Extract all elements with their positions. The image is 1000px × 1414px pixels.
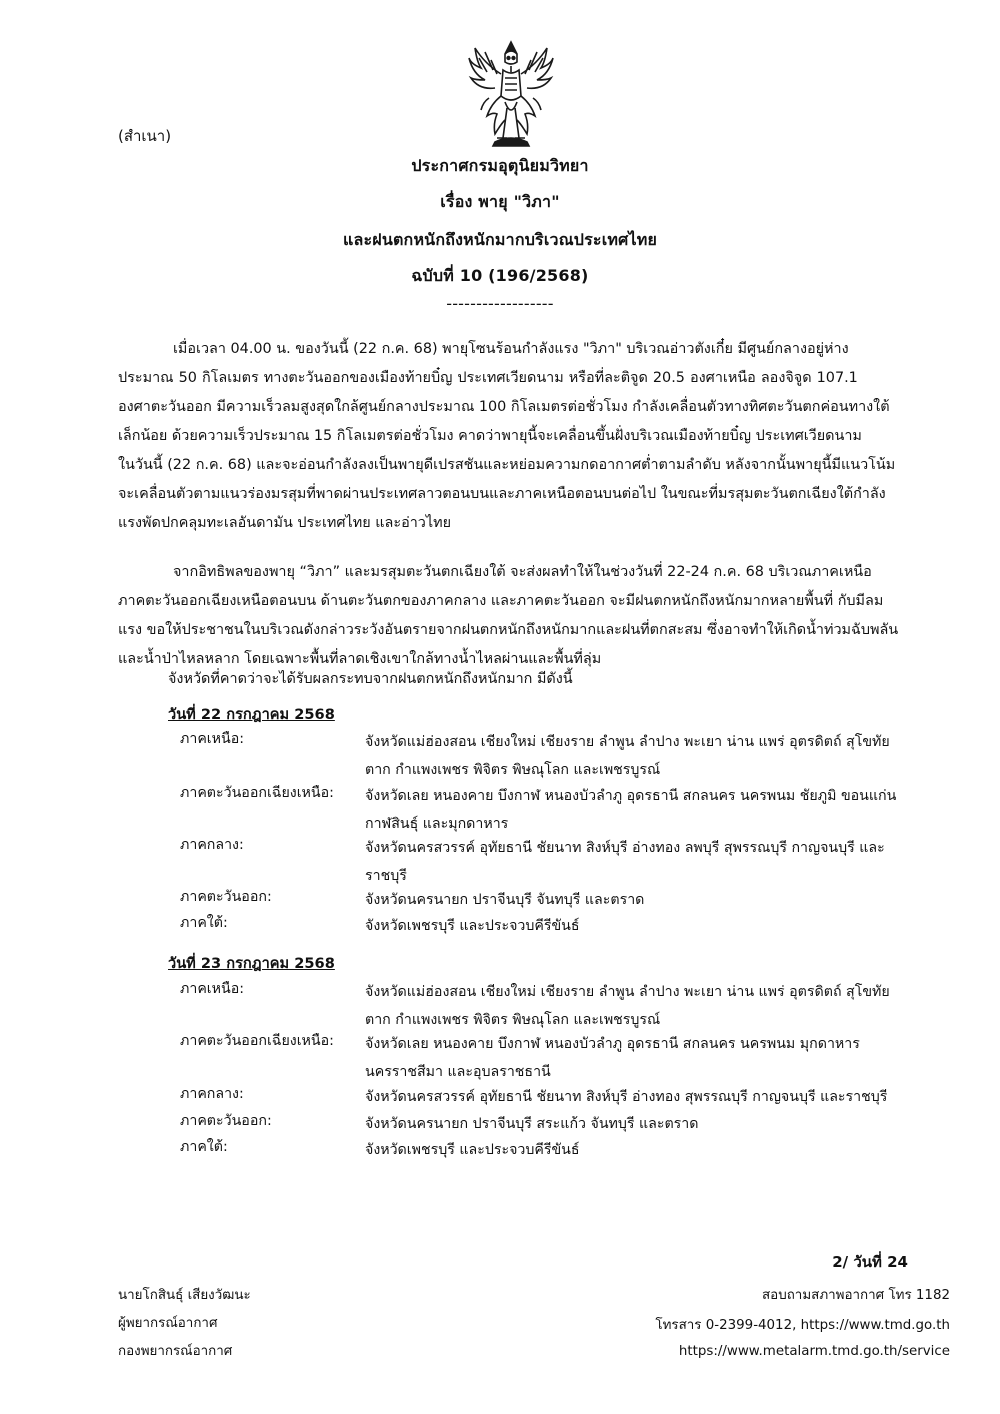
paragraph-line: เล็กน้อย ด้วยความเร็วประมาณ 15 กิโลเมตรต่อชั่วโมง คาดว่าพายุนี้จะเคลื่อนขึ้นฝั่งบริเวณเมืองท้ายบิ๋ญ ประเทศเวียดนาม xyxy=(118,428,862,444)
region-provinces: จังหวัดนครนายก ปราจีนบุรี สระแก้ว จันทบุรี และตราด xyxy=(365,1116,699,1132)
region-name: ภาคเหนือ: xyxy=(180,981,245,997)
region-provinces: จังหวัดเลย หนองคาย บึงกาฬ หนองบัวลำภู อุดรธานี สกลนคร นครพนม ชัยภูมิ ขอนแก่น กาฬสินธุ์ และมุกดาหาร xyxy=(365,788,897,832)
paragraph-line: จะเคลื่อนตัวตามแนวร่องมรสุมที่พาดผ่านประเทศลาวตอนบนและภาคเหนือตอนบนต่อไป ในขณะที่มรสุมตะวันตกเฉียงใต้กำลัง xyxy=(118,486,886,502)
title-divider: ------------------ xyxy=(446,294,554,313)
region-name: ภาคใต้: xyxy=(180,915,228,931)
contact-fax-website[interactable]: โทรสาร 0-2399-4012, https://www.tmd.go.th xyxy=(655,1318,950,1333)
next-page-marker: 2/ วันที่ 24 xyxy=(832,1253,908,1271)
province-list-intro: จังหวัดที่คาดว่าจะได้รับผลกระทบจากฝนตกหนักถึงหนักมาก มีดังนี้ xyxy=(168,671,573,687)
agency-title: ประกาศกรมอุตุนิยมวิทยา xyxy=(411,156,589,175)
region-provinces: จังหวัดนครนายก ปราจีนบุรี จันทบุรี และตราด xyxy=(365,892,645,908)
region-provinces: จังหวัดเพชรบุรี และประจวบคีรีขันธ์ xyxy=(365,1142,580,1158)
paragraph-line: องศาตะวันออก มีความเร็วลมสูงสุดใกล้ศูนย์กลางประมาณ 100 กิโลเมตรต่อชั่วโมง กำลังเคลื่อนตัวทางทิศตะวันตกค่อนทางใต้ xyxy=(118,399,890,415)
region-name: ภาคกลาง: xyxy=(180,837,244,853)
garuda-emblem-icon xyxy=(465,38,557,148)
region-name: ภาคกลาง: xyxy=(180,1086,244,1102)
region-provinces: จังหวัดนครสวรรค์ อุทัยธานี ชัยนาท สิงห์บุรี อ่างทอง สุพรรณบุรี กาญจนบุรี และราชบุรี xyxy=(365,1089,888,1105)
subject-line: เรื่อง พายุ "วิภา" xyxy=(440,192,560,211)
region-name: ภาคตะวันออก: xyxy=(180,889,272,905)
paragraph-line: เมื่อเวลา 04.00 น. ของวันนี้ (22 ก.ค. 68) พายุโซนร้อนกำลังแรง "วิภา" บริเวณอ่าวตังเกี๋ย มีศูนย์กลางอยู่ห่าง xyxy=(173,341,849,357)
region-name: ภาคตะวันออกเฉียงเหนือ: xyxy=(180,1033,334,1049)
subject-line-2: และฝนตกหนักถึงหนักมากบริเวณประเทศไทย xyxy=(342,230,658,249)
paragraph-line: จากอิทธิพลของพายุ “วิภา” และมรสุมตะวันตกเฉียงใต้ จะส่งผลทำให้ในช่วงวันที่ 22-24 ก.ค. 68 บริเวณภาคเหนือ xyxy=(173,564,872,580)
issue-number: ฉบับที่ 10 (196/2568) xyxy=(411,266,589,285)
region-provinces: จังหวัดแม่ฮ่องสอน เชียงใหม่ เชียงราย ลำพูน ลำปาง พะเยา น่าน แพร่ อุตรดิตถ์ สุโขทัย ตาก กำแพงเพชร พิจิตร พิษณุโลก และเพชรบูรณ์ xyxy=(365,734,890,778)
contact-alarm-url[interactable]: https://www.metalarm.tmd.go.th/service xyxy=(678,1344,950,1359)
paragraph-line: แรง ขอให้ประชาชนในบริเวณดังกล่าวระวังอันตรายจากฝนตกหนักถึงหนักมากและฝนที่ตกสะสม ซึ่งอาจทำให้เกิดน้ำท่วมฉับพลัน xyxy=(118,622,899,638)
signer-role: ผู้พยากรณ์อากาศ xyxy=(118,1316,218,1331)
paragraph-line: และน้ำป่าไหลหลาก โดยเฉพาะพื้นที่ลาดเชิงเขาใกล้ทางน้ำไหลผ่านและพื้นที่ลุ่ม xyxy=(118,651,602,667)
contact-phone: สอบถามสภาพอากาศ โทร 1182 xyxy=(761,1288,950,1303)
region-provinces: จังหวัดนครสวรรค์ อุทัยธานี ชัยนาท สิงห์บุรี อ่างทอง ลพบุรี สุพรรณบุรี กาญจนบุรี และราชบุรี xyxy=(365,840,885,884)
signer-name: นายโกสินธุ์ เสียงวัฒนะ xyxy=(118,1288,251,1303)
region-provinces: จังหวัดเลย หนองคาย บึงกาฬ หนองบัวลำภู อุดรธานี สกลนคร นครพนม มุกดาหาร นครราชสีมา และอุบลราชธานี xyxy=(365,1036,860,1080)
copy-mark: (สำเนา) xyxy=(118,127,172,145)
region-provinces: จังหวัดแม่ฮ่องสอน เชียงใหม่ เชียงราย ลำพูน ลำปาง พะเยา น่าน แพร่ อุตรดิตถ์ สุโขทัย ตาก กำแพงเพชร พิจิตร พิษณุโลก และเพชรบูรณ์ xyxy=(365,984,890,1028)
date-heading: วันที่ 22 กรกฎาคม 2568 xyxy=(168,706,335,723)
region-name: ภาคใต้: xyxy=(180,1139,228,1155)
signer-division: กองพยากรณ์อากาศ xyxy=(118,1344,233,1359)
paragraph-line: ภาคตะวันออกเฉียงเหนือตอนบน ด้านตะวันตกของภาคกลาง และภาคตะวันออก จะมีฝนตกหนักถึงหนักมากหลายพื้นที่ กับมีลม xyxy=(118,593,884,609)
paragraph-line: ในวันนี้ (22 ก.ค. 68) และจะอ่อนกำลังลงเป็นพายุดีเปรสชันและหย่อมความกดอากาศต่ำตามลำดับ หลังจากนั้นพายุนี้มีแนวโน้ม xyxy=(118,457,896,473)
paragraph-line: ประมาณ 50 กิโลเมตร ทางตะวันออกของเมืองท้ายบิ๋ญ ประเทศเวียดนาม หรือที่ละติจูด 20.5 องศาเหนือ ลองจิจูด 107.1 xyxy=(118,370,858,386)
region-name: ภาคตะวันออก: xyxy=(180,1113,272,1129)
region-name: ภาคเหนือ: xyxy=(180,731,245,747)
paragraph-line: แรงพัดปกคลุมทะเลอันดามัน ประเทศไทย และอ่าวไทย xyxy=(118,515,452,531)
region-name: ภาคตะวันออกเฉียงเหนือ: xyxy=(180,785,334,801)
region-provinces: จังหวัดเพชรบุรี และประจวบคีรีขันธ์ xyxy=(365,918,580,934)
date-heading: วันที่ 23 กรกฎาคม 2568 xyxy=(168,955,335,972)
